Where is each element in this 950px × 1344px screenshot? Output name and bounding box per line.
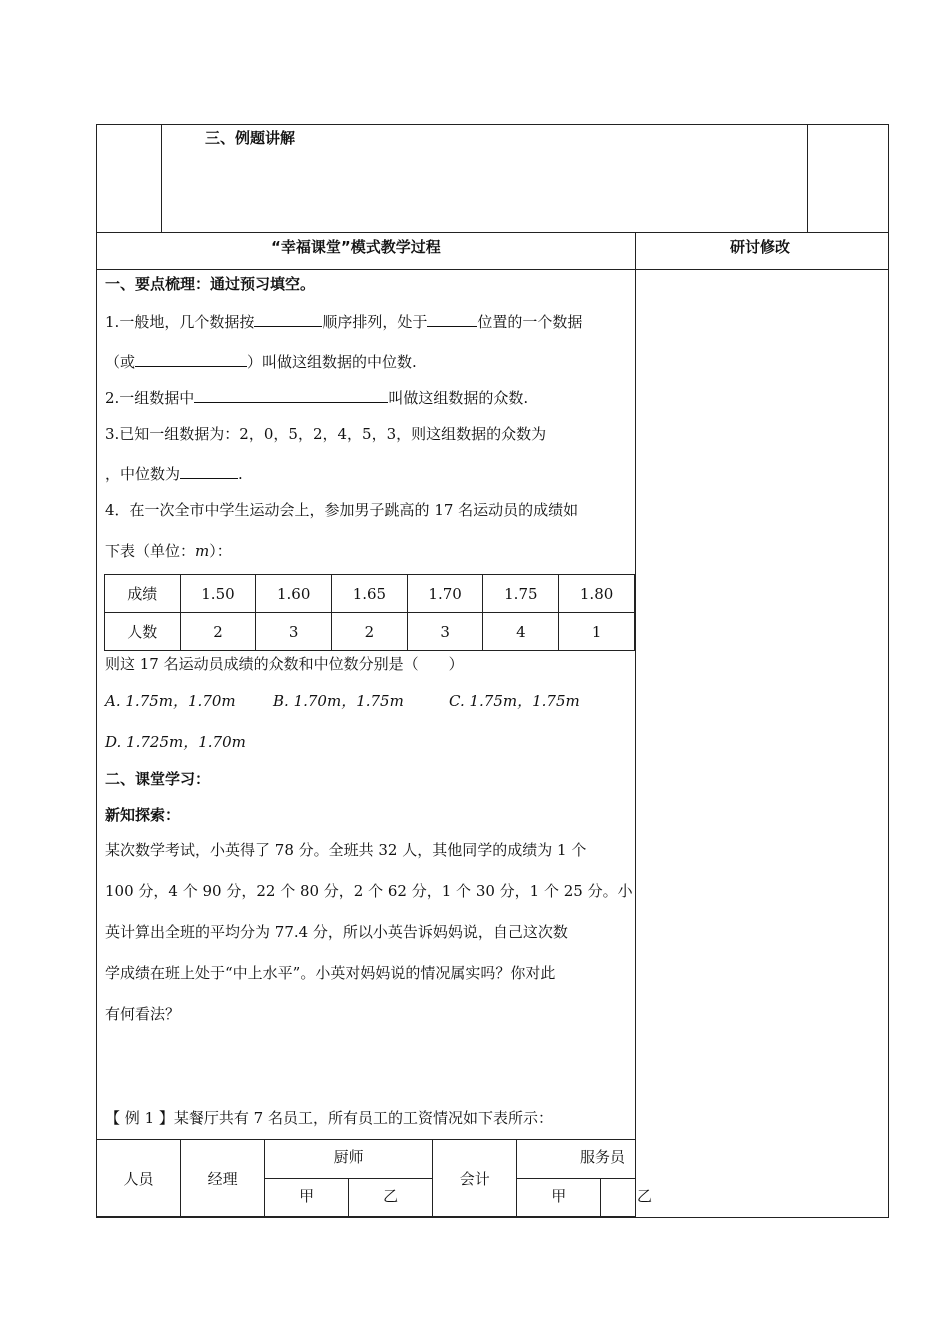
section-heading-examples: 三、例题讲解 [205,129,296,147]
answer-blank[interactable] [180,463,238,479]
revise-column-title: 研讨修改 [730,238,791,256]
main-column-divider [635,232,636,1218]
answer-blank[interactable] [427,311,477,327]
count-cell: 1 [559,613,635,651]
option-d: D. 1.725m，1.70m [105,733,246,751]
score-cell: 1.65 [332,575,408,613]
subheader-waiter-b-cell [601,1179,636,1217]
paragraph-line: 英计算出全班的平均分为 77.4 分，所以小英告诉妈妈说，自己这次数 [105,923,568,941]
top-section-bottom [96,232,889,233]
top-divider-left [161,124,162,232]
section2-title: 二、课堂学习： [105,770,211,788]
header-accountant: 会计 [433,1140,517,1217]
option-b: B. 1.70m，1.75m [273,692,404,710]
paragraph-line: 某次数学考试，小英得了 78 分。全班共 32 人，其他同学的成绩为 1 个 [105,841,587,859]
header-person: 人员 [97,1140,181,1217]
answer-blank[interactable] [135,351,247,367]
question-4-line1: 4．在一次全市中学生运动会上，参加男子跳高的 17 名运动员的成绩如 [105,501,579,519]
score-cell: 1.70 [407,575,483,613]
header-waiter: 服务员 [517,1140,636,1179]
score-cell: 1.60 [256,575,332,613]
top-divider-right [807,124,808,232]
count-cell: 2 [180,613,256,651]
subheader-waiter-a: 甲 [517,1179,601,1217]
paragraph-line: 有何看法？ [105,1005,181,1023]
count-cell: 2 [332,613,408,651]
count-cell: 4 [483,613,559,651]
question-3-line1: 3.已知一组数据为：2，0，5，2，4，5，3，则这组数据的众数为 [105,425,547,443]
process-column-title: “幸福课堂”模式教学过程 [271,238,441,256]
option-a: A. 1.75m，1.70m [105,692,236,710]
header-manager: 经理 [181,1140,265,1217]
score-cell: 1.75 [483,575,559,613]
score-cell: 1.80 [559,575,635,613]
option-c: C. 1.75m，1.75m [449,692,580,710]
example-1-intro: 【 例 1 】某餐厅共有 7 名员工，所有员工的工资情况如下表所示： [105,1109,553,1127]
question-4-line2: 下表（单位：m）： [105,542,232,560]
section2-subtitle: 新知探索： [105,806,181,824]
frame-bottom [96,1217,889,1218]
subheader-chef-a: 甲 [265,1179,349,1217]
question-3-line2: ，中位数为 . [105,465,243,483]
score-cell: 1.50 [180,575,256,613]
answer-blank[interactable] [254,311,322,327]
subheader-chef-b: 乙 [349,1179,433,1217]
frame-top [96,124,889,125]
question-1-line2: （或 ）叫做这组数据的中位数. [105,353,417,371]
paragraph-line: 学成绩在班上处于“中上水平”。小英对妈妈说的情况属实吗？你对此 [105,964,556,982]
row-header-score: 成绩 [105,575,181,613]
subheader-waiter-b: 乙 [637,1187,653,1205]
header-chef: 厨师 [265,1140,433,1179]
paragraph-line: 100 分，4 个 90 分，22 个 80 分，2 个 62 分，1 个 30 分，1 个 25 分。小 [105,882,633,900]
frame-left [96,124,97,1218]
frame-right [888,124,889,1218]
question-2: 2.一组数据中 叫做这组数据的众数. [105,389,529,407]
answer-blank[interactable] [194,387,388,403]
question-4-prompt: 则这 17 名运动员成绩的众数和中位数分别是（ ） [105,655,464,673]
section1-title: 一、要点梳理：通过预习填空。 [105,275,316,293]
header-row-bottom [96,269,889,270]
row-header-count: 人数 [105,613,181,651]
question-1-line1: 1.一般地，几个数据按 顺序排列，处于 位置的一个数据 [105,313,583,331]
score-table [104,574,635,651]
staff-table [96,1139,636,1217]
count-cell: 3 [256,613,332,651]
count-cell: 3 [407,613,483,651]
